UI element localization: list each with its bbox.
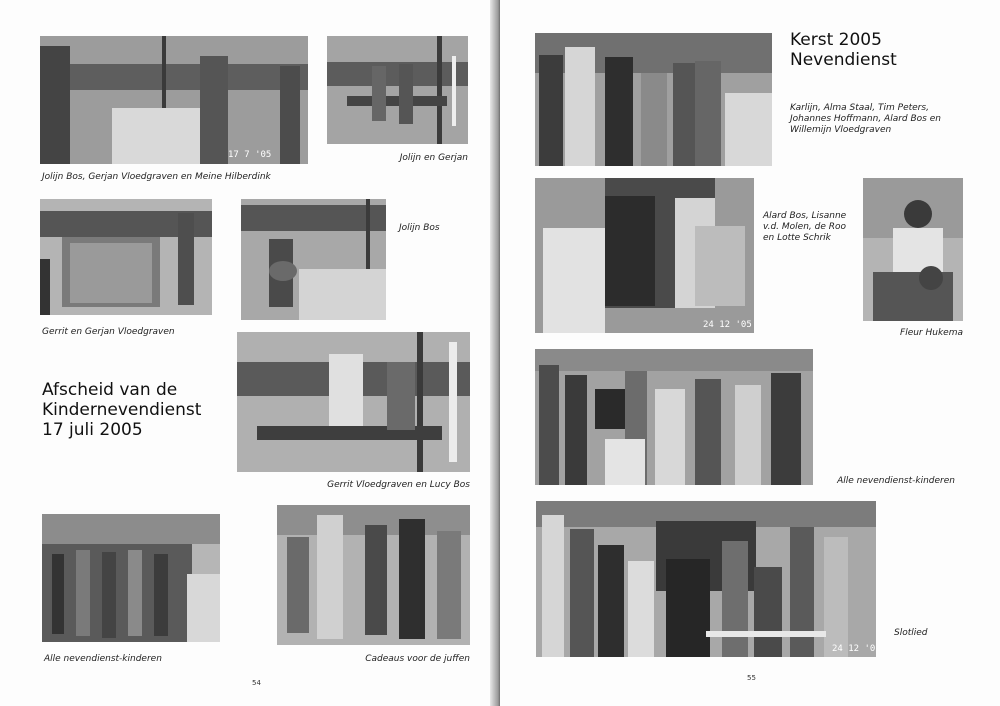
photo-date-stamp: 24 12 '05 <box>703 320 752 330</box>
page-number-right: 55 <box>747 674 756 682</box>
caption-photo-3: Gerrit en Gerjan Vloedgraven <box>42 327 175 337</box>
caption-photo-6: Alle nevendienst-kinderen <box>44 654 162 664</box>
photo-jolijn-gerjan-meine <box>40 36 308 164</box>
caption-photo-1-right: Karlijn, Alma Staal, Tim Peters, Johannes Hoffmann, Alard Bos en Willemijn Vloedgraven <box>790 103 941 135</box>
photo-gerrit-en-lucy <box>237 332 470 472</box>
photo-cadeaus-voor-de-juffen <box>277 505 470 645</box>
caption-photo-1: Jolijn Bos, Gerjan Vloedgraven en Meine Hilberdink <box>42 172 271 182</box>
caption-photo-3-right: Fleur Hukema <box>900 328 963 338</box>
photo-kerst-nativity <box>535 178 754 333</box>
caption-photo-4-right: Alle nevendienst-kinderen <box>837 476 955 486</box>
page-heading-afscheid: Afscheid van de Kindernevendienst 17 juli 2005 <box>42 380 202 440</box>
caption-photo-4: Jolijn Bos <box>399 223 440 233</box>
page-heading-kerst: Kerst 2005 Nevendienst <box>790 30 897 70</box>
photo-fleur-hukema <box>863 178 963 321</box>
photo-jolijn-bos-guitar <box>241 199 386 320</box>
page-54 <box>0 0 495 706</box>
caption-photo-5: Gerrit Vloedgraven en Lucy Bos <box>327 480 470 490</box>
caption-photo-2: Jolijn en Gerjan <box>399 153 468 163</box>
photo-kerst-group-1 <box>535 33 772 166</box>
page-55 <box>500 0 1000 706</box>
photo-date-stamp: 17 7 '05 <box>228 150 272 160</box>
caption-photo-7: Cadeaus voor de juffen <box>365 654 470 664</box>
caption-photo-5-right: Slotlied <box>894 628 928 638</box>
photo-kerst-alle-kinderen <box>535 349 813 485</box>
photo-date-stamp: 24 12 '0 <box>832 644 876 654</box>
photo-slotlied <box>536 501 876 657</box>
photo-alle-nevendienst-kinderen-left <box>42 514 220 642</box>
page-number-left: 54 <box>252 679 261 687</box>
photo-gerrit-en-gerjan <box>40 199 212 315</box>
caption-photo-2-right: Alard Bos, Lisanne v.d. Molen, de Roo en Lotte Schrik <box>763 211 847 243</box>
photo-jolijn-en-gerjan <box>327 36 468 144</box>
